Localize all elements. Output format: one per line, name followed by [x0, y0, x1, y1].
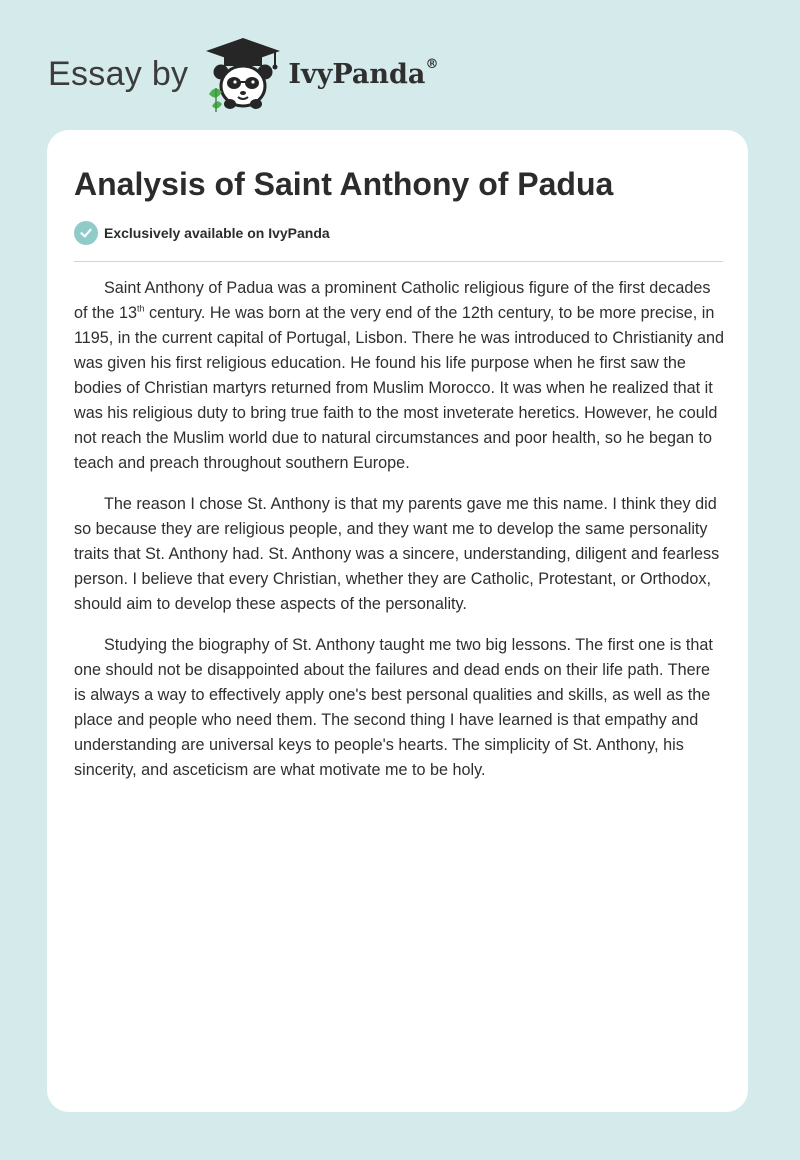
paragraph: Studying the biography of St. Anthony taught me two big lessons. The first one is that one should not be disappointed about the failures and dead ends on their life path. There is always a way to effectively apply one's best personal qualities and skills, as well as the place and people who need them. The second thing I have learned is that empathy and understanding are universal keys to people's hearts. The simplicity of St. Anthony, his sincerity, and asceticism are what motivate me to be holy.: [74, 636, 713, 779]
site-header: [48, 36, 438, 112]
paragraph: Saint Anthony of Padua was a prominent Catholic religious figure of the first decades of the 13th century. He was born at the very end of the 12th century, to be more precise, in 1195, in the current capital of Portugal, Lisbon. There he was introduced to Christianity and was given his first religious education. He found his life purpose when he first saw the bodies of Christian martyrs returned from Muslim Morocco. It was when he realized that it was his religious duty to bring true faith to the most inveterate heretics. However, he could not reach the Muslim world due to natural circumstances and poor health, so he began to teach and preach throughout southern Europe.: [74, 279, 724, 472]
paragraph: The reason I chose St. Anthony is that my parents gave me this name. I think they did so because they are religious people, and they want me to develop the same personality traits that St. Anthony had. St. Anthony was a sincere, understanding, diligent and fearless person. I believe that every Christian, whether they are Catholic, Protestant, or Orthodox, should aim to develop these aspects of the personality.: [74, 495, 720, 613]
essay-card: [47, 130, 748, 1112]
page-title: Analysis of Saint Anthony of Padua: [74, 166, 614, 202]
exclusive-badge: [74, 221, 330, 245]
badge-label: Exclusively available on IvyPanda: [104, 225, 330, 241]
brand-name[interactable]: IvyPanda®: [288, 56, 439, 90]
check-circle-icon: [74, 221, 98, 245]
panda-graduate-icon[interactable]: [200, 36, 286, 112]
divider: [74, 261, 723, 262]
essay-by-label: Essay by: [48, 54, 189, 93]
essay-body: [74, 276, 726, 799]
